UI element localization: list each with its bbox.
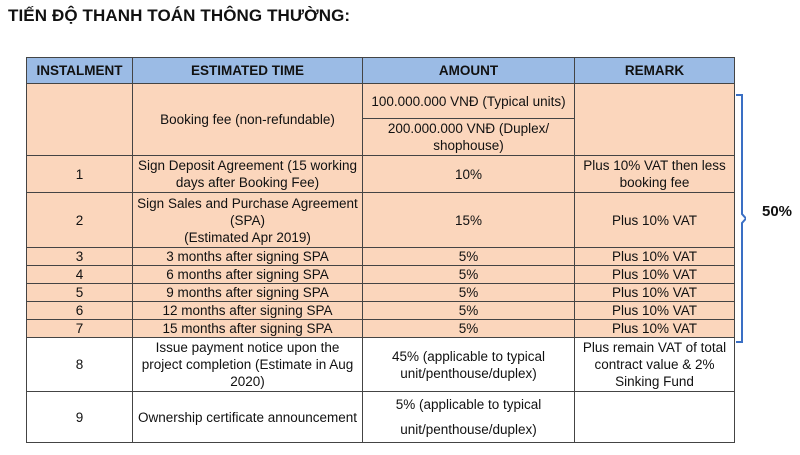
instalment-cell: 5 xyxy=(27,284,133,302)
instalment-cell: 6 xyxy=(27,302,133,320)
amount-cell: 5% xyxy=(363,302,575,320)
table-row xyxy=(27,392,735,443)
time-line-1: Sign Sales and Purchase Agreement (SPA) xyxy=(137,195,358,228)
table-row xyxy=(27,320,735,338)
remark-cell: Plus 10% VAT xyxy=(575,284,735,302)
table-row xyxy=(27,248,735,266)
header-estimated-time: ESTIMATED TIME xyxy=(133,58,363,84)
instalment-cell: 2 xyxy=(27,193,133,248)
header-amount: AMOUNT xyxy=(363,58,575,84)
bracket-path xyxy=(736,95,746,342)
table-row xyxy=(27,266,735,284)
remark-cell: Plus 10% VAT xyxy=(575,266,735,284)
payment-schedule-table xyxy=(26,57,735,443)
table-row-booking xyxy=(27,84,735,119)
table-header-row xyxy=(27,58,735,84)
time-line-2: (Estimated Apr 2019) xyxy=(184,229,311,245)
booking-amount-typical: 100.000.000 VNĐ (Typical units) xyxy=(363,84,575,119)
table-row xyxy=(27,156,735,193)
amount-cell: 10% xyxy=(363,156,575,193)
booking-time-cell: Booking fee (non-refundable) xyxy=(133,84,363,156)
table-row xyxy=(27,284,735,302)
instalment-cell: 1 xyxy=(27,156,133,193)
bracket-label-percent: 50% xyxy=(762,203,793,220)
page-title: TIẾN ĐỘ THANH TOÁN THÔNG THƯỜNG: xyxy=(8,6,351,25)
time-cell: 12 months after signing SPA xyxy=(133,302,363,320)
time-cell: Ownership certificate announcement xyxy=(133,392,363,443)
amount-cell: 5% xyxy=(363,266,575,284)
time-cell: 3 months after signing SPA xyxy=(133,248,363,266)
amount-cell: 5% xyxy=(363,320,575,338)
amount-cell: 5% xyxy=(363,248,575,266)
table-row xyxy=(27,193,735,248)
time-cell: Issue payment notice upon the project completion (Estimate in Aug 2020) xyxy=(133,338,363,392)
remark-cell: Plus 10% VAT then less booking fee xyxy=(575,156,735,193)
time-cell xyxy=(133,193,363,248)
remark-cell xyxy=(575,392,735,443)
booking-instalment-cell xyxy=(27,84,133,156)
remark-cell: Plus 10% VAT xyxy=(575,302,735,320)
remark-cell: Plus 10% VAT xyxy=(575,248,735,266)
remark-cell: Plus 10% VAT xyxy=(575,193,735,248)
time-cell: 9 months after signing SPA xyxy=(133,284,363,302)
instalment-cell: 8 xyxy=(27,338,133,392)
amount-cell: 5% xyxy=(363,284,575,302)
instalment-cell: 3 xyxy=(27,248,133,266)
instalment-cell: 7 xyxy=(27,320,133,338)
amount-cell: 45% (applicable to typical unit/penthouse/duplex) xyxy=(363,338,575,392)
remark-cell: Plus 10% VAT xyxy=(575,320,735,338)
booking-amount-duplex: 200.000.000 VNĐ (Duplex/ shophouse) xyxy=(363,119,575,156)
amount-cell: 5% (applicable to typical unit/penthouse/duplex) xyxy=(363,392,575,443)
right-brace-bracket xyxy=(736,94,746,343)
time-cell: 6 months after signing SPA xyxy=(133,266,363,284)
booking-remark-cell xyxy=(575,84,735,156)
instalment-cell: 4 xyxy=(27,266,133,284)
remark-cell: Plus remain VAT of total contract value & 2% Sinking Fund xyxy=(575,338,735,392)
instalment-cell: 9 xyxy=(27,392,133,443)
table-row xyxy=(27,302,735,320)
amount-cell: 15% xyxy=(363,193,575,248)
time-cell: 15 months after signing SPA xyxy=(133,320,363,338)
header-instalment: INSTALMENT xyxy=(27,58,133,84)
table-row xyxy=(27,338,735,392)
header-remark: REMARK xyxy=(575,58,735,84)
time-cell: Sign Deposit Agreement (15 working days after Booking Fee) xyxy=(133,156,363,193)
